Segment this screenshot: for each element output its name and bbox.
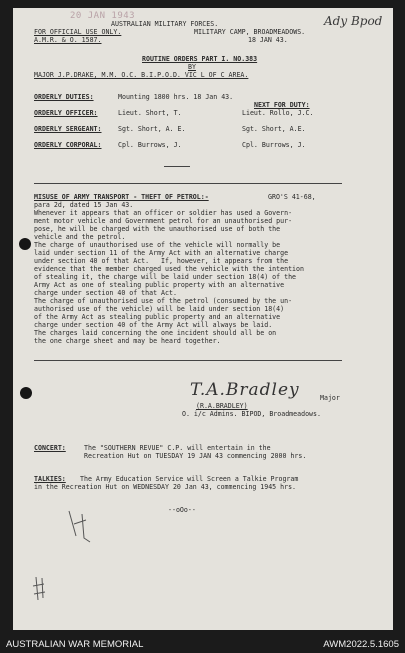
orders-title: ROUTINE ORDERS PART I. NO.383 (142, 55, 258, 63)
signatory-rank: Major (320, 394, 340, 402)
misuse-body-line: pose, he will be charged with the unauthorised use of both the (34, 225, 281, 233)
misuse-body-line: evidence that the member charged used the vehicle with the intention (34, 265, 304, 273)
orderly-sergeant-next: Sgt. Short, A.E. (242, 125, 306, 133)
force-heading: AUSTRALIAN MILITARY FORCES. (111, 20, 219, 28)
section-divider (34, 360, 342, 361)
camp-name: MILITARY CAMP, BROADMEADOWS. (194, 28, 306, 36)
orderly-corporal-label: ORDERLY CORPORAL: (34, 141, 102, 149)
misuse-gro-ref: GRO'S 41-68, (268, 193, 316, 201)
misuse-body-line: vehicle and the petrol. (34, 233, 126, 241)
handwritten-signature: T.A.Bradley (190, 380, 300, 400)
misuse-body-line: charge under section 40 of that Act. (34, 289, 177, 297)
misuse-body-line: of the Army Act as stealing public property and an alternative (34, 313, 281, 321)
handwritten-annotation: Ady Bpod (324, 14, 383, 28)
pencil-mark (30, 574, 50, 604)
misuse-body-line: authorised use of the vehicle) will be laid under section 18(4) (34, 305, 285, 313)
talkies-line-2: in the Recreation Hut on WEDNESDAY 20 Jan 43, commencing 1945 hrs. (34, 483, 297, 491)
misuse-body-line: charge under section 40 of the Army Act will always be laid. (34, 321, 273, 329)
misuse-title: MISUSE OF ARMY TRANSPORT - THEFT OF PETROL:- (34, 193, 209, 201)
orderly-sergeant-current: Sgt. Short, A. E. (118, 125, 186, 133)
signatory-name: (R.A.BRADLEY) (196, 402, 248, 410)
orderly-officer-label: ORDERLY OFFICER: (34, 109, 98, 117)
footer-source: AUSTRALIAN WAR MEMORIAL (6, 639, 144, 650)
commanding-officer: MAJOR J.P.DRAKE, M.M. O.C. B.I.P.O.D. VIC L OF C AREA. (34, 71, 249, 79)
misuse-body-line: of stealing it, the charge will be laid under section 18(4) of the (34, 273, 297, 281)
orderly-corporal-current: Cpl. Burrows, J. (118, 141, 182, 149)
orderly-corporal-next: Cpl. Burrows, J. (242, 141, 306, 149)
concert-line-1: The "SOUTHERN REVUE" C.P. will entertain in the (84, 444, 271, 452)
orderly-officer-next: Lieut. Rollo, J.C. (242, 109, 314, 117)
talkies-label: TALKIES: (34, 475, 66, 483)
next-for-duty-label: NEXT FOR DUTY: (254, 101, 310, 109)
misuse-body-line: The charge of unauthorised use of the vehicle will normally be (34, 241, 281, 249)
signatory-role: O. i/c Admins. BIPOD, Broadmeadows. (182, 410, 321, 418)
pencil-mark (64, 506, 94, 546)
end-mark: --oOo-- (168, 506, 196, 514)
orderly-duties-value: Mounting 1800 hrs. 18 Jan 43. (118, 93, 234, 101)
misuse-body-line: under section 40 of that Act. If, however, it appears from the (34, 257, 289, 265)
footer-accession-number: AWM2022.5.1605 (323, 639, 399, 650)
orderly-sergeant-label: ORDERLY SERGEANT: (34, 125, 102, 133)
section-divider (34, 183, 342, 184)
regulation-ref: A.M.R. & O. 1587. (34, 36, 102, 44)
concert-line-2: Recreation Hut on TUESDAY 19 JAN 43 commencing 2000 hrs. (84, 452, 307, 460)
received-date-stamp: 20 JAN 1943 (70, 11, 136, 21)
punch-hole (19, 238, 31, 250)
misuse-body-line: ment motor vehicle and Government petrol for an unauthorised pur- (34, 217, 293, 225)
misuse-body-line: The charge of unauthorised use of the petrol (consumed by the un- (34, 297, 293, 305)
orderly-officer-current: Lieut. Short, T. (118, 109, 182, 117)
misuse-body-line: The charges laid concerning the one incident should all be on (34, 329, 277, 337)
misuse-body-line: Army Act as one of stealing public property with an alternative (34, 281, 285, 289)
misuse-body-line: laid under section 11 of the Army Act with an alternative charge (34, 249, 289, 257)
talkies-line-1: The Army Education Service will Screen a Talkie Program (80, 475, 299, 483)
misuse-body-line: para 2d, dated 15 Jan 43. (34, 201, 134, 209)
section-divider (164, 166, 190, 167)
order-date: 18 JAN 43. (248, 36, 288, 44)
concert-label: CONCERT: (34, 444, 66, 452)
official-use-label: FOR OFFICIAL USE ONLY. (34, 28, 122, 36)
by-label: BY (188, 63, 196, 71)
misuse-body-line: the one charge sheet and may be heard together. (34, 337, 221, 345)
orderly-duties-label: ORDERLY DUTIES: (34, 93, 94, 101)
misuse-body-line: Whenever it appears that an officer or soldier has used a Govern- (34, 209, 293, 217)
punch-hole (20, 387, 32, 399)
